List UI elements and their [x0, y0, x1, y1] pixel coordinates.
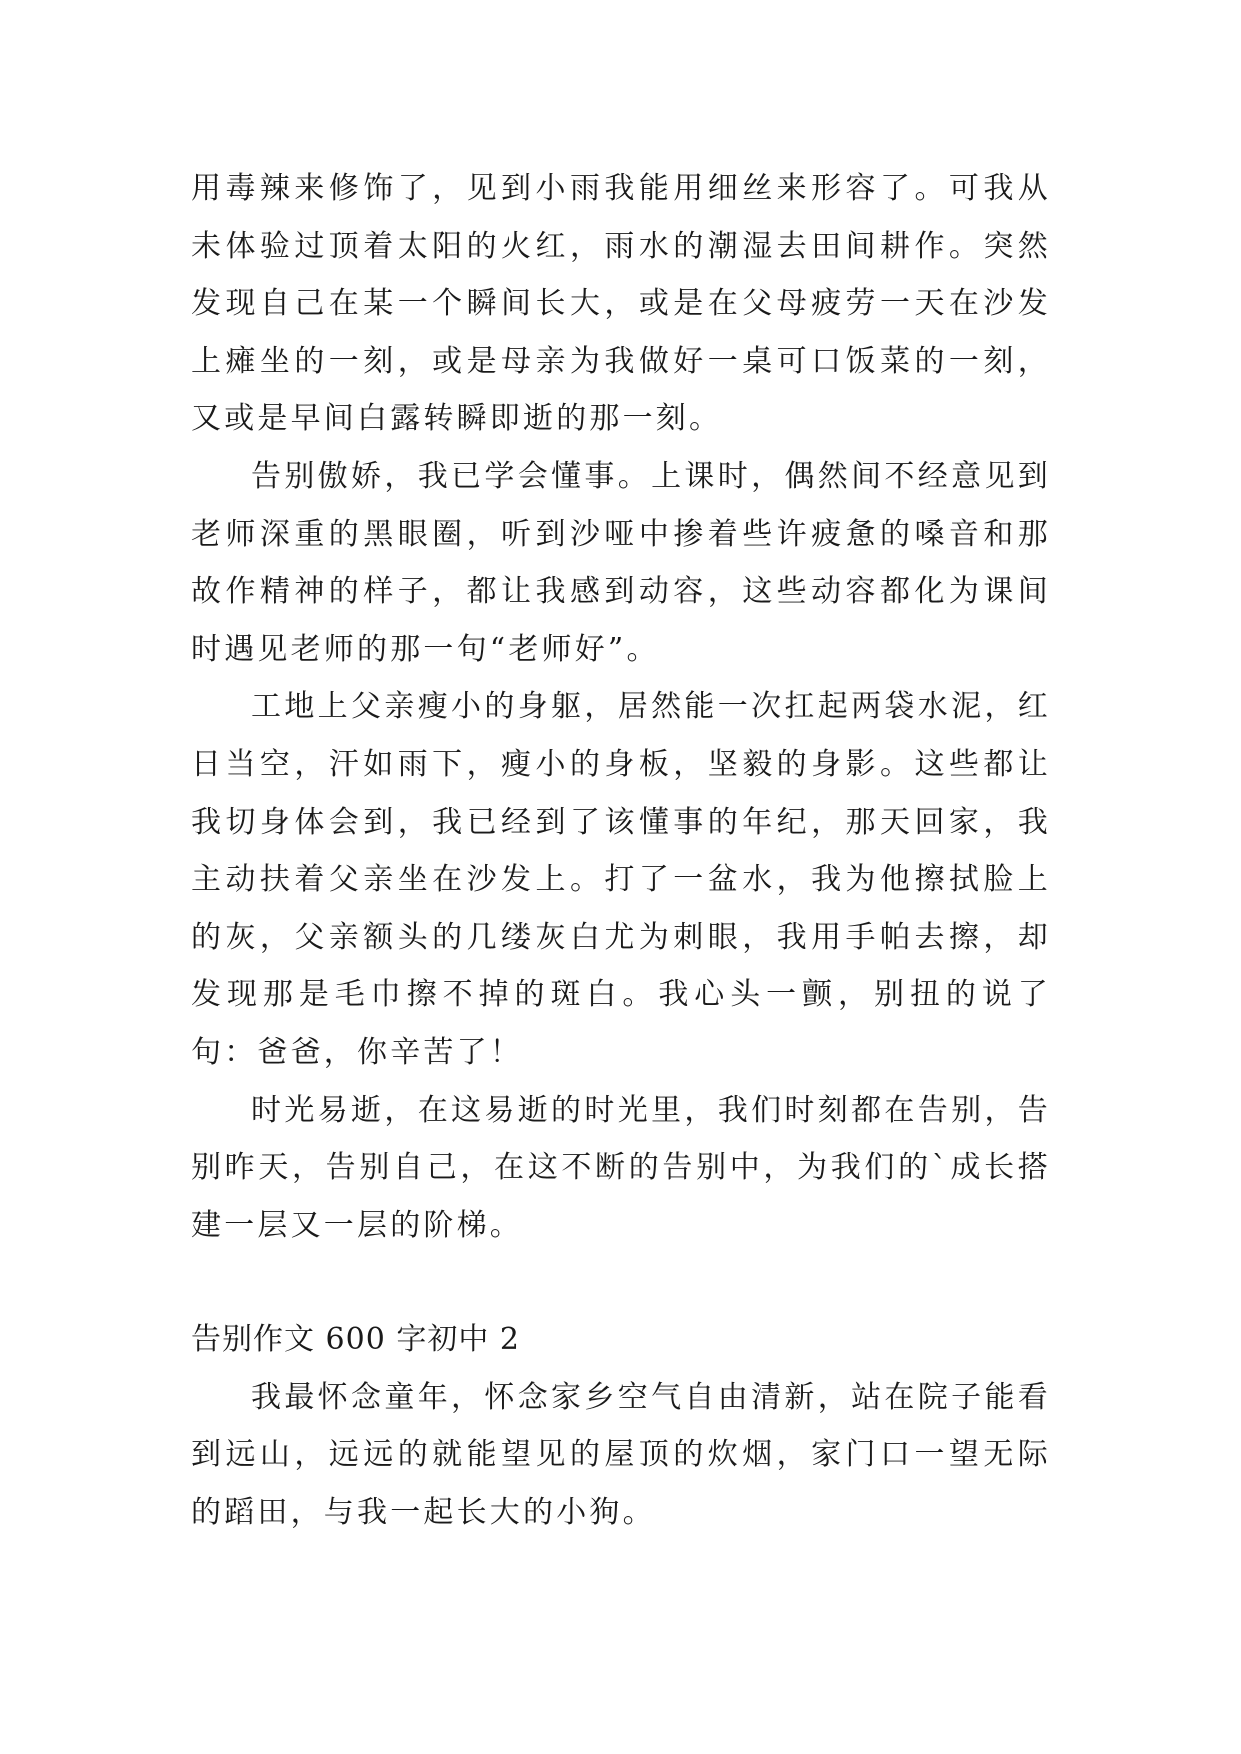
paragraph-learned-sensible: 告别傲娇，我已学会懂事。上课时，偶然间不经意见到老师深重的黑眼圈，听到沙哑中掺着些许疲惫的嗓音和那故作精神的样子，都让我感到动容，这些动容都化为课间时遇见老师的那一句“老师好”。	[191, 458, 1051, 667]
document-page	[191, 160, 1051, 1542]
paragraph-father: 工地上父亲瘦小的身躯，居然能一次扛起两袋水泥，红日当空，汗如雨下，瘦小的身板，坚毅的身影。这些都让我切身体会到，我已经到了该懂事的年纪，那天回家，我主动扶着父亲坐在沙发上。打了一盆水，我为他擦拭脸上的灰，父亲额头的几缕灰白尤为刺眼，我用手帕去擦，却发现那是毛巾擦不掉的斑白。我心头一颤，别扭的说了句：爸爸，你辛苦了！	[191, 689, 1051, 1070]
paragraph-childhood: 我最怀念童年，怀念家乡空气自由清新，站在院子能看到远山，远远的就能望见的屋顶的炊烟，家门口一望无际的蹈田，与我一起长大的小狗。	[191, 1379, 1051, 1531]
paragraph-continuation: 用毒辣来修饰了，见到小雨我能用细丝来形容了。可我从未体验过顶着太阳的火红，雨水的潮湿去田间耕作。突然发现自己在某一个瞬间长大，或是在父母疲劳一天在沙发上瘫坐的一刻，或是母亲为我做好一桌可口饭菜的一刻，又或是早间白露转瞬即逝的那一刻。	[191, 171, 1051, 437]
section-heading: 告别作文 600 字初中 2	[191, 1322, 520, 1358]
paragraph-time-passing: 时光易逝，在这易逝的时光里，我们时刻都在告别，告别昨天，告别自己，在这不断的告别中，为我们的`成长搭建一层又一层的阶梯。	[191, 1092, 1051, 1243]
